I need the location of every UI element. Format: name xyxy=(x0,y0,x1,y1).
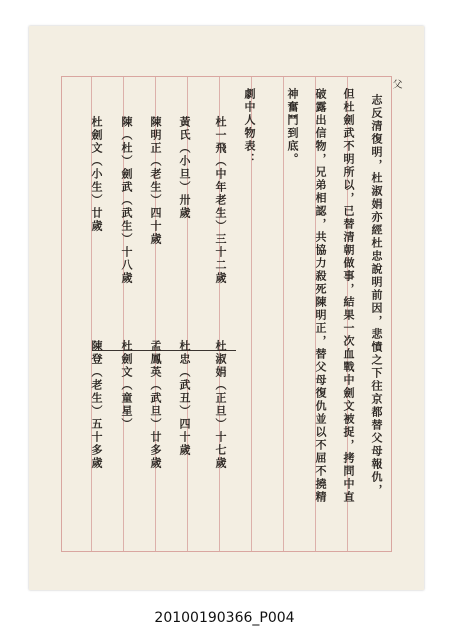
cast-entry: 陳登（老生）五十多歲 xyxy=(90,340,103,470)
narrative-line: 破露出信物，兄弟相認，共協力殺死陳明正，替父母復仇並以不屈不撓精 xyxy=(314,88,327,504)
document-page xyxy=(29,26,424,590)
cast-entry: 陳（杜）劍武（武生）十八歲 xyxy=(120,116,133,285)
narrative-line: 志反清復明，杜淑娟亦經杜忠說明前因，悲憤之下往京都替父母報仇， xyxy=(370,94,383,497)
cast-heading: 劇中人物表： xyxy=(243,88,256,166)
column-rule xyxy=(283,77,284,551)
cast-entry: 杜一飛（中年老生）三十二歲 xyxy=(214,116,227,285)
narrative-line: 神奮鬥到底。 xyxy=(286,88,299,166)
page-marker: 父 xyxy=(390,79,401,91)
cast-entry: 杜劍文（小生）廿歲 xyxy=(90,116,103,233)
cast-entry: 杜劍文（童星） xyxy=(120,340,133,431)
cast-entry: 陳明正（老生）四十歲 xyxy=(149,116,162,246)
cast-entry: 黃氏（小旦）卅歲 xyxy=(178,116,191,220)
image-caption: 20100190366_P004 xyxy=(154,610,295,626)
cast-entry: 杜淑娟（正旦）十七歲 xyxy=(214,340,227,470)
cast-entry: 杜忠（武丑）四十歲 xyxy=(178,340,191,457)
narrative-line: 但杜劍武不明所以，已替清朝做事，結果一次血戰中劍文被捉，拷問中直 xyxy=(342,88,355,504)
cast-entry: 孟鳳英（武旦）廿多歲 xyxy=(149,340,162,470)
